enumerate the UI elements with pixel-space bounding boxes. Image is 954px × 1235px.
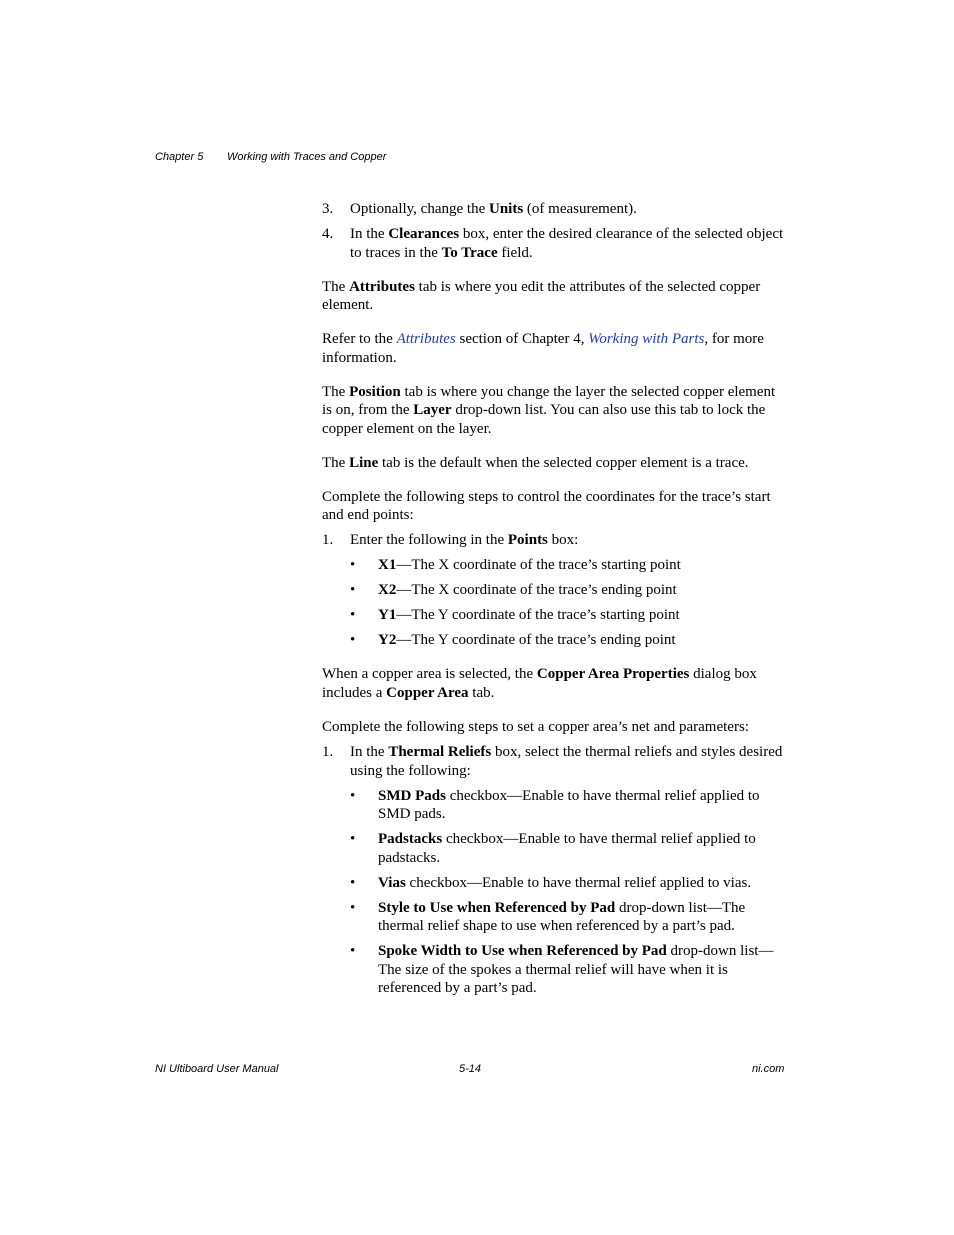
bullet-term: Style to Use when Referenced by Pad — [378, 899, 616, 916]
para-text: tab is where you change the layer the selected copper element is on, from the — [322, 383, 776, 419]
bullet-icon: • — [350, 831, 356, 848]
step-term: To Trace — [441, 244, 498, 261]
bullet-term: Vias — [378, 874, 406, 891]
bullet-item — [322, 581, 784, 600]
step-text: field. — [497, 244, 533, 261]
bullet-text: checkbox—Enable to have thermal relief applied to vias. — [405, 874, 752, 891]
bullet-term: X2 — [378, 582, 397, 599]
step-text: box, select the thermal reliefs and styles desired using the following: — [350, 743, 783, 779]
para-text: dialog box includes a — [322, 666, 757, 701]
para-text: , for more information. — [322, 331, 764, 366]
bullet-item — [322, 606, 784, 625]
bullet-item — [322, 830, 784, 867]
bullet-icon: • — [350, 607, 356, 624]
bullet-text: checkbox—Enable to have thermal relief applied to padstacks. — [378, 831, 756, 866]
footer-site: ni.com — [752, 1063, 785, 1075]
bullet-icon: • — [350, 787, 356, 804]
para-text: When a copper area is selected, the — [322, 666, 537, 683]
bullet-item — [322, 942, 784, 998]
step-clearances — [322, 225, 784, 262]
bullet-term: Y2 — [378, 632, 397, 649]
step-points — [322, 531, 784, 550]
para-text: The — [322, 454, 350, 471]
step-text: box: — [547, 532, 579, 549]
position-paragraph — [322, 383, 784, 439]
header-chapter: Chapter 5 — [155, 151, 204, 163]
para-term: Position — [349, 383, 401, 400]
step-number: 3. — [322, 201, 334, 217]
bullet-term: X1 — [378, 557, 397, 574]
para-text: section of Chapter 4, — [455, 331, 589, 348]
step-term: Thermal Reliefs — [388, 743, 492, 760]
page-number: 5-14 — [459, 1063, 482, 1075]
para-term: Layer — [413, 402, 452, 419]
working-with-parts-link[interactable]: Working with Parts — [588, 331, 705, 348]
para-term: Line — [349, 454, 379, 471]
attributes-link[interactable]: Attributes — [396, 331, 456, 348]
bullet-item — [322, 631, 784, 650]
para-text: Refer to the — [322, 331, 397, 348]
step-text: box, enter the desired clearance of the selected object to traces in the — [350, 225, 784, 261]
para-term: Copper Area — [386, 684, 469, 701]
step-number: 4. — [322, 225, 334, 242]
step-term: Points — [507, 532, 548, 549]
para-term: Attributes — [349, 278, 415, 295]
para-text: tab is where you edit the attributes of the selected copper element. — [322, 278, 761, 314]
para-text: The — [322, 278, 350, 295]
bullet-icon: • — [350, 943, 356, 960]
bullet-term: Padstacks — [378, 831, 443, 848]
para-text: drop-down list. You can also use this tab to lock the copper element on the layer. — [322, 402, 766, 437]
bullet-text: —The Y coordinate of the trace’s ending point — [396, 632, 676, 649]
step-number: 1. — [322, 743, 334, 760]
bullet-text: drop-down list—The thermal relief shape to use when referenced by a part’s pad. — [378, 899, 746, 935]
para-term: Copper Area Properties — [536, 666, 690, 683]
copper-area-paragraph — [322, 665, 784, 702]
step-units — [322, 200, 784, 219]
coordinates-intro: Complete the following steps to control the coordinates for the trace’s start and end points: — [322, 488, 771, 524]
bullet-term: Y1 — [378, 607, 397, 624]
step-number: 1. — [322, 532, 334, 549]
bullet-text: checkbox—Enable to have thermal relief applied to SMD pads. — [378, 787, 760, 823]
page-body — [322, 200, 784, 1004]
bullet-text: drop-down list—The size of the spokes a thermal relief will have when it is referenced by a part’s pad. — [378, 943, 774, 997]
step-text: In the — [350, 743, 389, 760]
para-text: tab is the default when the selected copper element is a trace. — [378, 454, 749, 471]
bullet-item — [322, 556, 784, 575]
attributes-paragraph — [322, 278, 784, 315]
step-text: Optionally, change the — [350, 201, 489, 217]
net-intro: Complete the following steps to set a copper area’s net and parameters: — [322, 718, 749, 735]
bullet-term: SMD Pads — [378, 787, 446, 804]
bullet-term: Spoke Width to Use when Referenced by Pad — [378, 943, 667, 960]
para-text: The — [322, 383, 350, 400]
line-paragraph — [322, 454, 784, 473]
bullet-icon: • — [350, 557, 356, 574]
footer-manual-title: NI Ultiboard User Manual — [155, 1063, 279, 1075]
bullet-icon: • — [350, 632, 356, 649]
bullet-item — [322, 874, 784, 893]
step-text: Enter the following in the — [350, 532, 508, 549]
bullet-text: —The Y coordinate of the trace’s starting point — [396, 607, 680, 624]
bullet-text: —The X coordinate of the trace’s starting point — [396, 557, 681, 574]
bullet-text: —The X coordinate of the trace’s ending point — [396, 582, 677, 599]
step-term: Units — [488, 201, 524, 217]
bullet-icon: • — [350, 874, 356, 891]
bullet-icon: • — [350, 582, 356, 599]
bullet-item — [322, 787, 784, 824]
para-text: tab. — [468, 684, 495, 701]
header-title: Working with Traces and Copper — [227, 151, 387, 163]
step-term: Clearances — [388, 225, 460, 242]
step-text: (of measurement). — [523, 201, 637, 217]
refer-paragraph — [322, 330, 784, 367]
step-thermal-reliefs — [322, 743, 784, 780]
step-text: In the — [350, 225, 389, 242]
bullet-icon: • — [350, 899, 356, 916]
bullet-item — [322, 899, 784, 936]
